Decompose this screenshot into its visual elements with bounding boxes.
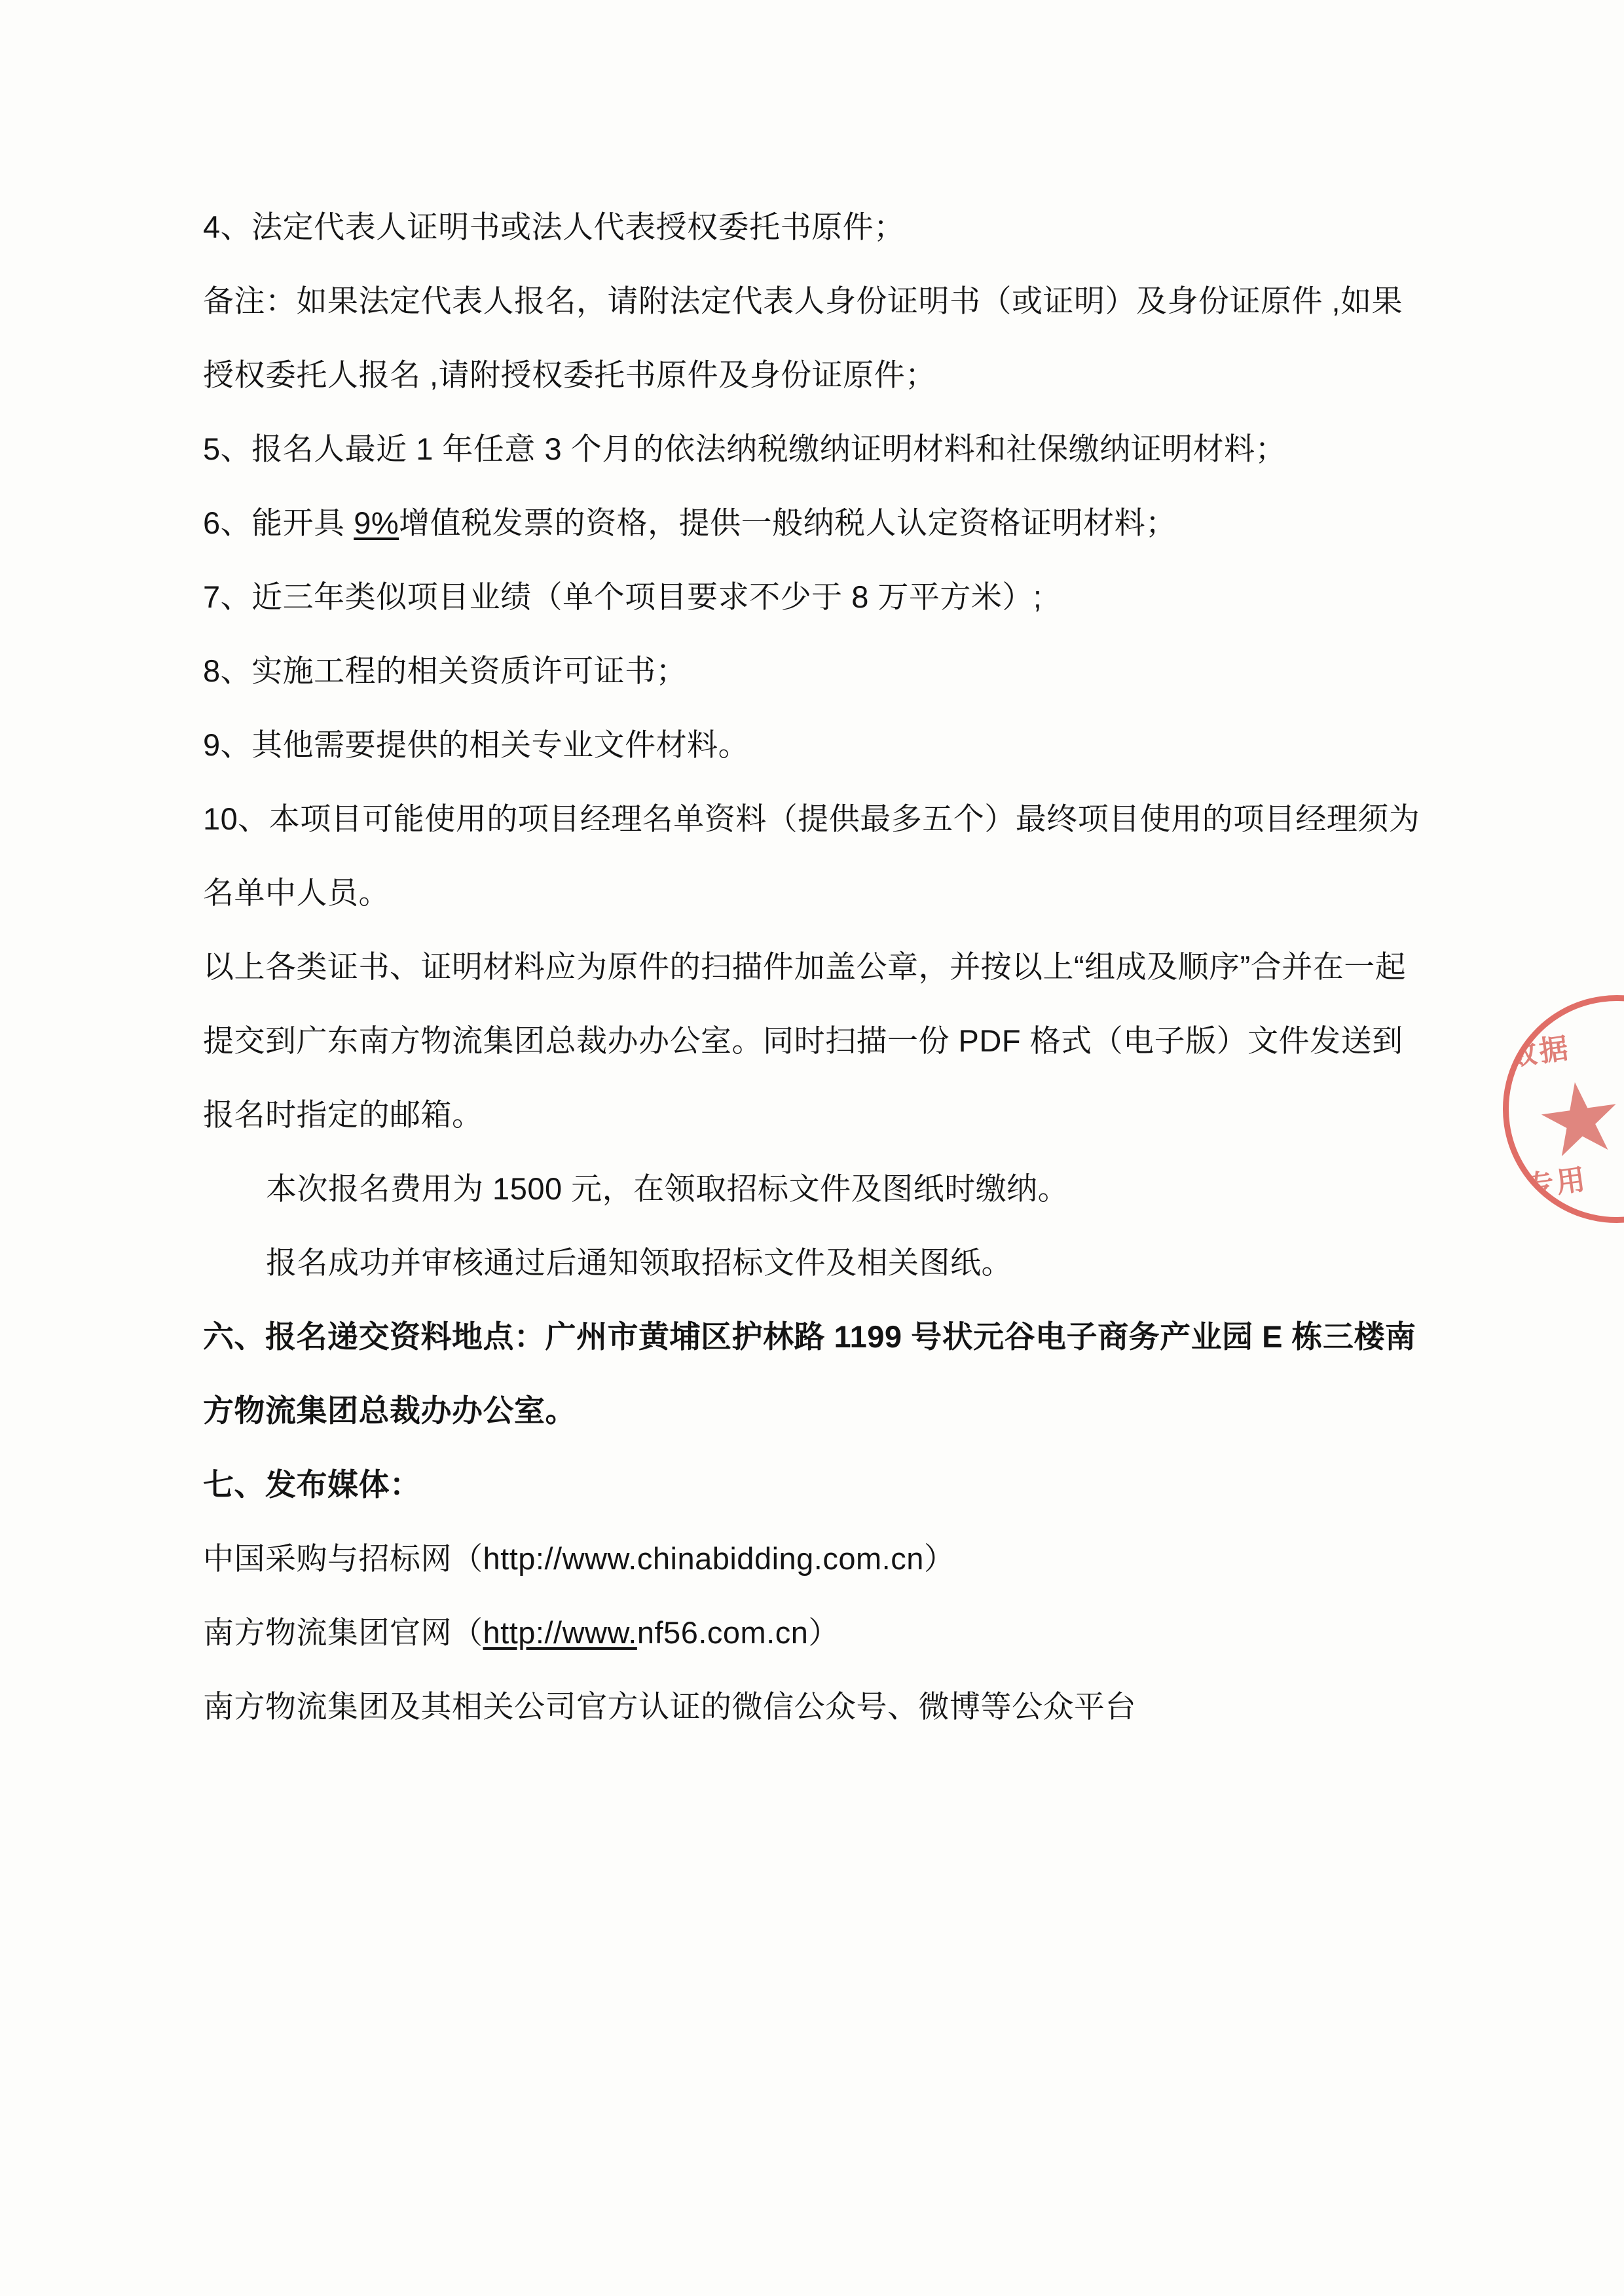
seal-text-top: 数据: [1505, 1032, 1573, 1073]
heading-section-seven: 七、发布媒体：: [203, 1467, 421, 1502]
red-official-seal: [1488, 980, 1624, 1237]
heading-section-six: 六、报名递交资料地点：广州市黄埔区护林路 1199 号状元谷电子商务产业园 E 栋三楼南方物流集团总裁办办公室。: [203, 1319, 1416, 1428]
media-chinabidding: 中国采购与招标网（http://www.chinabidding.com.cn）: [203, 1541, 955, 1576]
media-nf56: 南方物流集团官网（http://www.nf56.com.cn）: [203, 1615, 840, 1650]
paragraph-notice-after-approval: 报名成功并审核通过后通知领取招标文件及相关图纸。: [266, 1245, 1012, 1280]
paragraph-item-6: 6、能开具 9%增值税发票的资格，提供一般纳税人认定资格证明材料；: [203, 505, 1177, 540]
paragraph-item-8: 8、实施工程的相关资质许可证书；: [203, 653, 688, 688]
document-body: [203, 190, 1421, 1743]
paragraph-note-1: 备注：如果法定代表人报名，请附法定代表人身份证明书（或证明）及身份证原件 ,如果授权委托人报名 ,请附授权委托书原件及身份证原件；: [203, 283, 1403, 392]
seal-text-bottom: 专用: [1522, 1163, 1590, 1204]
paragraph-item-4: 4、法定代表人证明书或法人代表授权委托书原件；: [203, 210, 905, 244]
underlined-text: 9%: [354, 505, 399, 540]
paragraph-scan-requirements: 以上各类证书、证明材料应为原件的扫描件加盖公章，并按以上“组成及顺序”合并在一起提交到广东南方物流集团总裁办办公室。同时扫描一份 PDF 格式（电子版）文件发送到报名时指定的邮箱。: [203, 949, 1407, 1132]
paragraph-item-5: 5、报名人最近 1 年任意 3 个月的依法纳税缴纳证明材料和社保缴纳证明材料；: [203, 431, 1287, 466]
paragraph-item-9: 9、其他需要提供的相关专业文件材料。: [203, 727, 750, 762]
media-wechat-weibo: 南方物流集团及其相关公司官方认证的微信公众号、微博等公众平台: [203, 1689, 1136, 1724]
paragraph-registration-fee: 本次报名费用为 1500 元，在领取招标文件及图纸时缴纳。: [266, 1171, 1069, 1206]
paragraph-item-10: 10、本项目可能使用的项目经理名单资料（提供最多五个）最终项目使用的项目经理须为名单中人员。: [203, 801, 1420, 910]
paragraph-item-7: 7、近三年类似项目业绩（单个项目要求不少于 8 万平方米）;: [203, 579, 1043, 614]
underlined-text: http://www.: [483, 1615, 637, 1650]
